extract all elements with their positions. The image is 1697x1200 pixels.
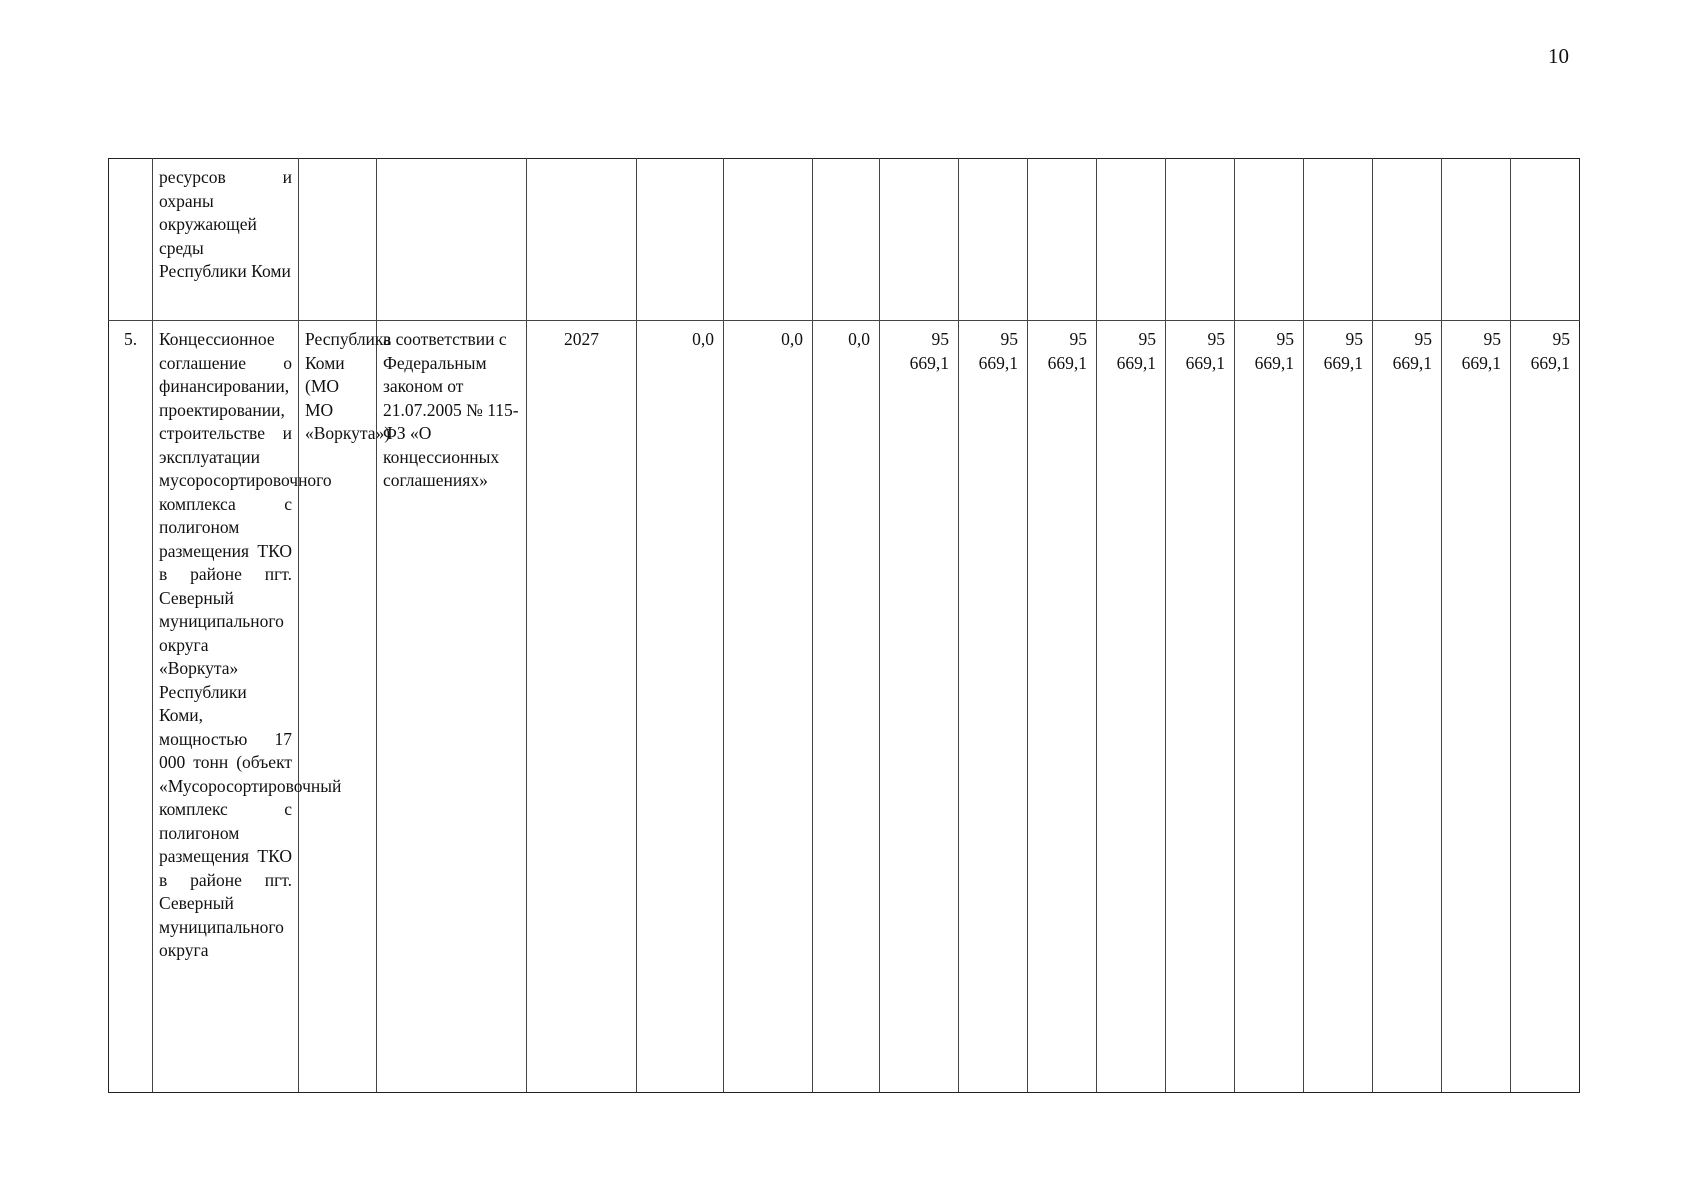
amount-cell: 95 669,1 [1097, 321, 1166, 1093]
amount-cell: 95 669,1 [1028, 321, 1097, 1093]
value-cell: 0,0 [637, 321, 724, 1093]
party-cell: Республика Коми (МО МО «Воркута») [299, 321, 377, 1093]
amount-cell: 95 669,1 [1235, 321, 1304, 1093]
value-cell: 0,0 [813, 321, 880, 1093]
amount-cell [880, 159, 959, 321]
value-cell [813, 159, 880, 321]
amount-cell [1511, 159, 1580, 321]
row-index: 5. [109, 321, 153, 1093]
amount-cell [959, 159, 1028, 321]
index-cell [109, 159, 153, 321]
value-cell: 0,0 [724, 321, 813, 1093]
legal-basis-cell [377, 159, 527, 321]
amount-cell: 95 669,1 [1373, 321, 1442, 1093]
document-table [108, 158, 1580, 1093]
amount-cell: 95 669,1 [1304, 321, 1373, 1093]
description-cell: ресурсов и охраны окружающей среды Республики Коми [153, 159, 299, 321]
amount-cell: 95 669,1 [959, 321, 1028, 1093]
table-row [109, 321, 1580, 1093]
value-cell [724, 159, 813, 321]
amount-cell [1373, 159, 1442, 321]
amount-cell: 95 669,1 [1511, 321, 1580, 1093]
amount-cell: 95 669,1 [1166, 321, 1235, 1093]
amount-cell [1442, 159, 1511, 321]
year-cell [527, 159, 637, 321]
year-cell: 2027 [527, 321, 637, 1093]
amount-cell: 95 669,1 [880, 321, 959, 1093]
amount-cell [1028, 159, 1097, 321]
description-cell: Концессионное соглашение о финансировании, проектировании, строительстве и эксплуатации мусоросортировочного комплекса с полигоном размещения ТКО в районе пгт. Северный муниципального округа «Воркута» Республики Коми, мощностью 17 000 тонн (объект «Мусоросортировочный комплекс с полигоном размещения ТКО в районе пгт. Северный муниципального округа [153, 321, 299, 1093]
amount-cell: 95 669,1 [1442, 321, 1511, 1093]
amount-cell [1166, 159, 1235, 321]
table-row-continued [109, 159, 1580, 321]
amount-cell [1235, 159, 1304, 321]
page-number: 10 [1548, 44, 1569, 68]
value-cell [637, 159, 724, 321]
legal-basis-cell: в соответствии с Федеральным законом от 21.07.2005 № 115-ФЗ «О концессионных соглашениях» [377, 321, 527, 1093]
amount-cell [1304, 159, 1373, 321]
party-cell [299, 159, 377, 321]
amount-cell [1097, 159, 1166, 321]
